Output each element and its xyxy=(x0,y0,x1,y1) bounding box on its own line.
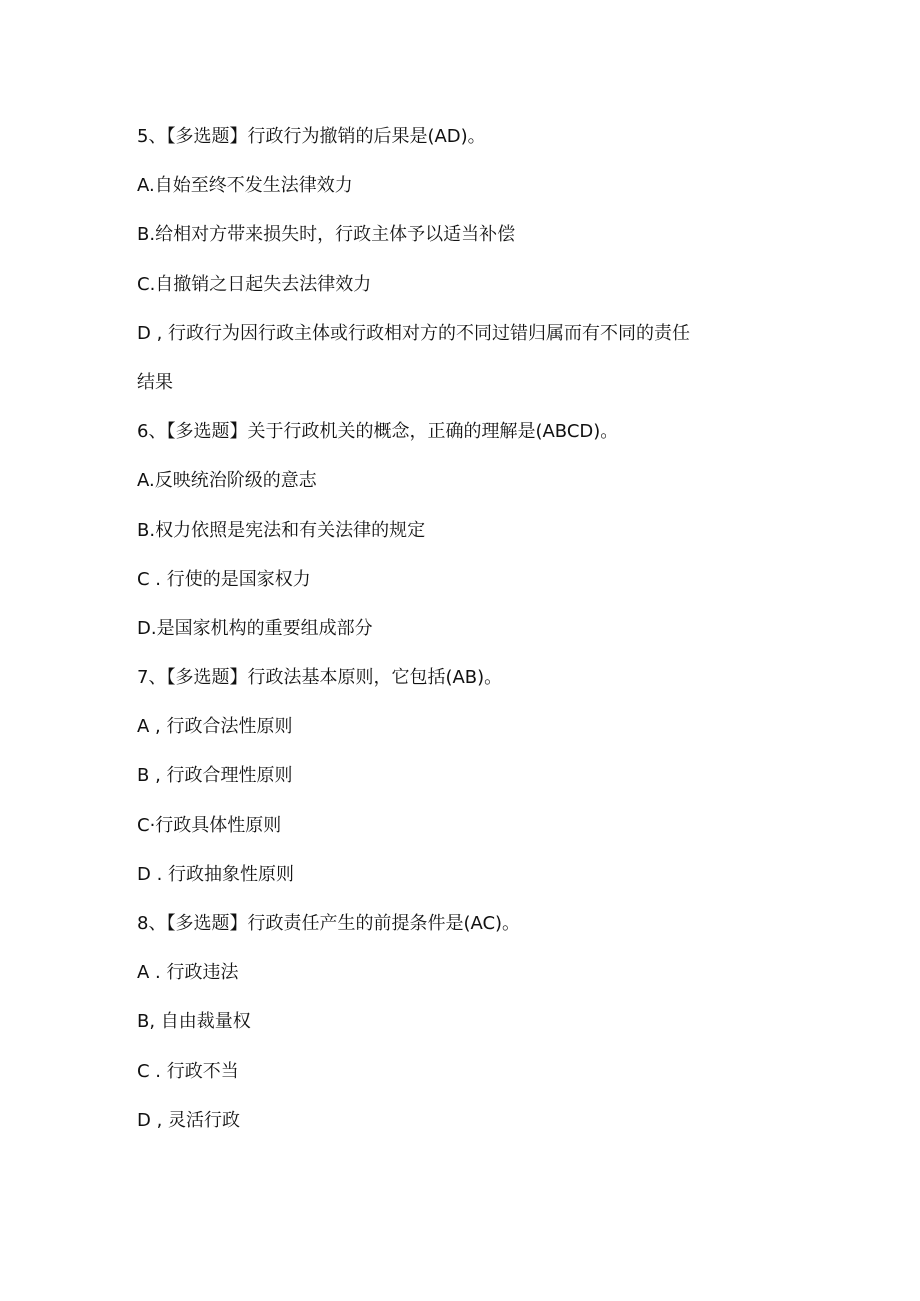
option-text: D . 行政抽象性原则 xyxy=(137,863,295,885)
option-text: A.反映统治阶级的意志 xyxy=(137,470,317,492)
option-text: B , 行政合理性原则 xyxy=(137,765,293,787)
option-text: C . 行政不当 xyxy=(137,1060,239,1082)
option-text: D , 行政行为因行政主体或行政相对方的不同过错归属而有不同的责任 xyxy=(137,322,691,344)
option-text: D.是国家机构的重要组成部分 xyxy=(137,617,373,639)
option-text: B.权力依照是宪法和有关法律的规定 xyxy=(137,519,426,541)
option-text: C . 行使的是国家权力 xyxy=(137,568,311,590)
question-stem: 6、【多选题】关于行政机关的概念，正确的理解是(ABCD)。 xyxy=(137,421,619,443)
option-text: B, 自由裁量权 xyxy=(137,1011,251,1033)
question-list xyxy=(137,119,787,1152)
question-stem: 8、【多选题】行政责任产生的前提条件是(AC)。 xyxy=(137,913,521,934)
option-text: D , 灵活行政 xyxy=(137,1109,241,1131)
question-stem: 5、【多选题】行政行为撤销的后果是(AD)。 xyxy=(137,126,486,147)
option-text: A , 行政合法性原则 xyxy=(137,716,293,738)
question-stem: 7、【多选题】行政法基本原则，它包括(AB)。 xyxy=(137,667,503,689)
option-text: A . 行政违法 xyxy=(137,962,239,984)
option-text: A.自始至终不发生法律效力 xyxy=(137,175,353,197)
option-text: B.给相对方带来损失时，行政主体予以适当补偿 xyxy=(137,224,516,246)
option-text: C·行政具体性原则 xyxy=(137,814,282,836)
option-text: C.自撤销之日起失去法律效力 xyxy=(137,273,372,295)
option-text-continuation: 结果 xyxy=(137,371,173,393)
